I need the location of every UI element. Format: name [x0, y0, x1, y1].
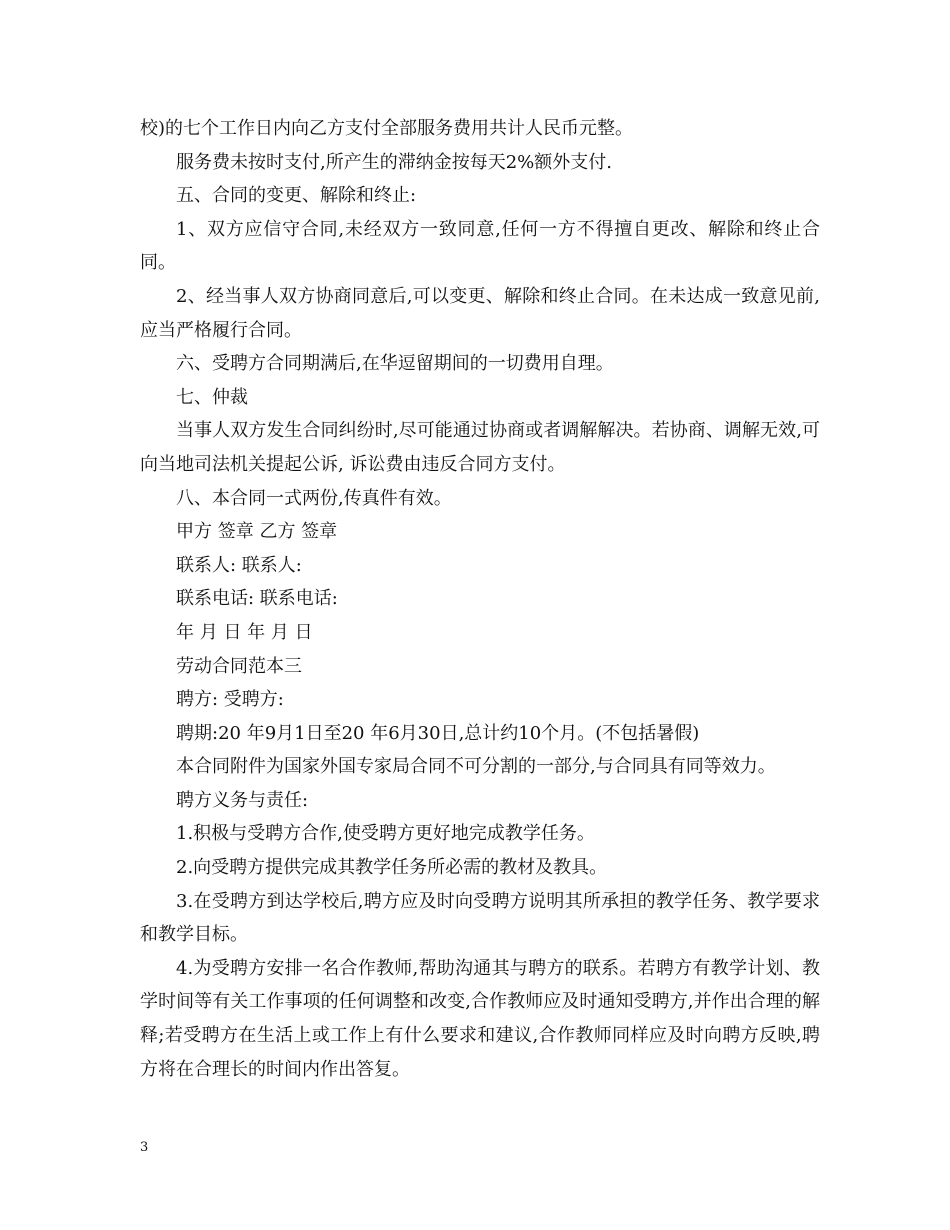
document-body	[140, 112, 820, 1086]
section-heading: 六、受聘方合同期满后,在华逗留期间的一切费用自理。	[176, 353, 614, 375]
contact-person-line: 联系人: 联系人:	[176, 554, 302, 576]
signature-line: 甲方 签章 乙方 签章	[176, 521, 338, 543]
section-heading: 五、合同的变更、解除和终止:	[176, 185, 417, 207]
section-heading: 七、仲裁	[176, 386, 248, 408]
paragraph: 2、经当事人双方协商同意后,可以变更、解除和终止合同。在未达成一致意见前,应当严格履行合同。	[140, 285, 820, 341]
term-line: 聘期:20 年9月1日至20 年6月30日,总计约10个月。(不包括暑假)	[176, 722, 700, 744]
paragraph: 服务费未按时支付,所产生的滞纳金按每天2%额外支付.	[176, 151, 612, 173]
list-item: 3.在受聘方到达学校后,聘方应及时向受聘方说明其所承担的教学任务、教学要求和教学目标。	[140, 890, 820, 946]
list-item: 4.为受聘方安排一名合作教师,帮助沟通其与聘方的联系。若聘方有教学计划、教学时间等有关工作事项的任何调整和改变,合作教师应及时通知受聘方,并作出合理的解释;若受聘方在生活上或工作上有什么要求和建议,合作教师同样应及时向聘方反映,聘方将在合理长的时间内作出答复。	[140, 957, 820, 1080]
list-item: 2.向受聘方提供完成其教学任务所必需的教材及教具。	[176, 857, 608, 879]
paragraph: 本合同附件为国家外国专家局合同不可分割的一部分,与合同具有同等效力。	[176, 756, 776, 778]
list-item: 1.积极与受聘方合作,使受聘方更好地完成教学任务。	[176, 823, 595, 845]
paragraph: 当事人双方发生合同纠纷时,尽可能通过协商或者调解解决。若协商、调解无效,可向当地司法机关提起公诉, 诉讼费由违反合同方支付。	[140, 420, 820, 475]
section-heading: 八、本合同一式两份,传真件有效。	[176, 487, 452, 509]
date-line: 年 月 日 年 月 日	[176, 621, 313, 643]
contract-title: 劳动合同范本三	[176, 655, 302, 677]
parties-line: 聘方: 受聘方:	[176, 689, 284, 711]
paragraph: 1、双方应信守合同,未经双方一致同意,任何一方不得擅自更改、解除和终止合同。	[140, 218, 820, 274]
page-number: 3	[140, 1140, 149, 1155]
section-heading: 聘方义务与责任:	[176, 789, 309, 811]
contact-phone-line: 联系电话: 联系电话:	[176, 588, 338, 610]
paragraph: 校)的七个工作日内向乙方支付全部服务费用共计人民币元整。	[140, 118, 634, 139]
